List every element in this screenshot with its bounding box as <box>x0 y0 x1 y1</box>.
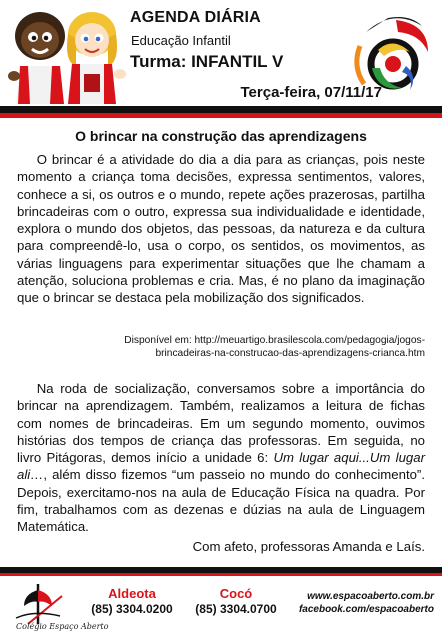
source-line-2: brincadeiras-na-construcao-das-aprendizagens-crianca.htm <box>155 348 425 359</box>
footer-logo-text: Colégio Espaço Aberto <box>16 622 109 631</box>
facebook-link[interactable]: facebook.com/espacoaberto <box>298 604 434 615</box>
article-title: O brincar na construção das aprendizagens <box>75 128 367 144</box>
signature: Com afeto, professoras Amanda e Laís. <box>192 539 425 554</box>
unit-phone: (85) 3304.0200 <box>91 602 173 616</box>
header-divider-black <box>0 106 442 113</box>
unit-title-italic: Um lugar aqui...Um lugar ali… <box>17 450 425 483</box>
agenda-title: AGENDA DIÁRIA <box>130 9 261 26</box>
source-line-1: Disponível em: http://meuartigo.brasilescola.com/pedagogia/jogos- <box>124 335 425 346</box>
report-text-part-1: Na roda de socialização, conversamos sobre a importância do brincar na aprendizagem. Também, realizamos a leitura de fichas com nomes de brincadeiras. Em um segundo momento, ouvimos histórias dos tempos de criança das professoras. Em seguida, no livro Pitágoras, demos início a unidade 6: <box>17 381 425 466</box>
footer-divider-red <box>0 573 442 576</box>
website-link[interactable]: www.espacoaberto.com.br <box>307 591 434 602</box>
article-paragraph-text: O brincar é a atividade do dia a dia para as crianças, pois neste momento a criança toma decisões, expressa sentimentos, valores, conhece a si, os outros e o mundo, repete ações prazerosas, partilha brincadeiras com o outro, expressa sua individualidade e identidade, explora o mundo dos objetos, das pessoas, da natureza e da cultura para compreendê-lo, usa o corpo, os sentidos, os movimentos, as várias linguagens para experimentar situações que lhe chamam a atenção, soluciona problemas e cria. Mas, é no plano da imaginação que o brincar se destaca pela mobilização dos significados. <box>17 152 425 306</box>
daily-report <box>17 380 425 536</box>
article-source <box>17 334 425 360</box>
header-divider-red <box>0 113 442 118</box>
agenda-date: Terça-feira, 07/11/17 <box>240 84 382 101</box>
article-paragraph <box>17 151 425 307</box>
class-label: Turma: INFANTIL V <box>130 52 284 71</box>
education-level: Educação Infantil <box>131 33 231 48</box>
unit-name: Cocó <box>219 586 253 601</box>
report-text-part-2: , além disso fizemos “um passeio no mundo do conhecimento”. Depois, exercitamo-nos na aula de Educação Física na quadra. Por fim, trabalhamos com as dezenas e dúzias na aula de Linguagem Matemática. <box>17 467 425 535</box>
unit-coco <box>186 586 286 616</box>
unit-phone: (85) 3304.0700 <box>195 602 277 616</box>
footer-web-links <box>299 590 434 616</box>
unit-name: Aldeota <box>108 586 156 601</box>
unit-aldeota <box>82 586 182 616</box>
kids-illustration <box>6 4 128 104</box>
header <box>0 0 442 104</box>
